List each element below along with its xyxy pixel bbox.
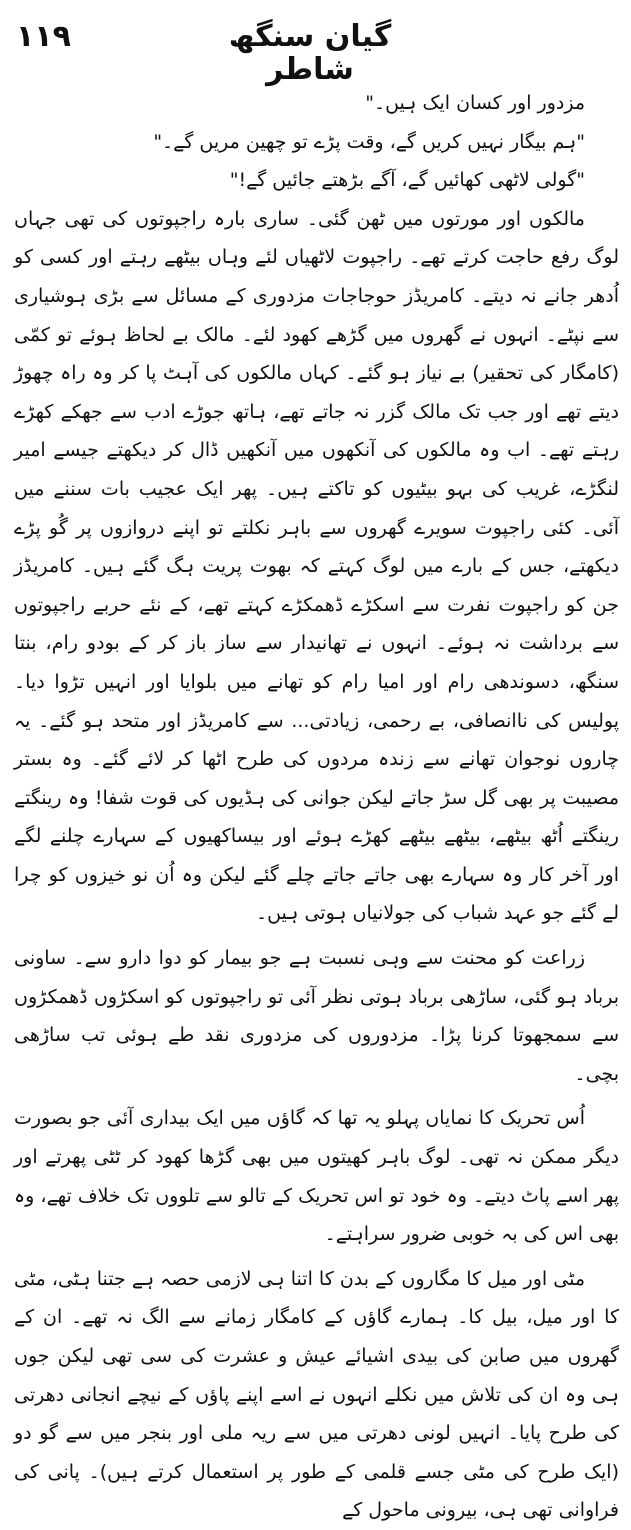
slogan-line: "گولی لاٹھی کھائیں گے، آگے بڑھتے جائیں گے!" <box>229 169 585 192</box>
paragraph: مالکوں اور مورتوں میں ٹھن گئی۔ ساری بارہ راجپوتوں کی تھی جہاں لوگ رفع حاجت کرتے تھے۔ راجپوت لاٹھیاں لئے وہاں بیٹھے رہتے اور کسی کو اُدھر جانے نہ دیتے۔ کامریڈز حوجاجات مزدوری کے مسائل سے بڑی ہوشیاری سے نپٹے۔ انہوں نے گھروں میں گڑھے کھود لئے۔ مالک بے لحاظ ہوئے تو کمّی (کامگار کی تحقیر) بے نیاز ہو گئے۔ کہاں مالکوں کی آہٹ پا کر وہ راہ چھوڑ دیتے تھے اور جب تک مالک گزر نہ جاتے تھے، ہاتھ جوڑے ادب سے جھکے کھڑے رہتے تھے۔ اب وہ مالکوں کی آنکھوں میں آنکھیں ڈال کر دیکھتے جیسے امیر لنگڑے، غریب کی بہو بیٹیوں کو تاکتے ہیں۔ پھر ایک عجیب بات سننے میں آئی۔ کئی راجپوت سویرے گھروں سے باہر نکلتے تو اپنے دروازوں پر گُو پڑے دیکھتے، جس کے بارے میں لوگ کہتے کہ بھوت پریت ہگ گئے ہیں۔ کامریڈز جن کو راجپوت نفرت سے اسکڑے ڈھمکڑے کہتے تھے، کے نئے حربے راجپوتوں سے برداشت نہ ہوئے۔ انہوں نے تھانیدار سے ساز باز کر کے بودو رام، بنتا سنگھ، دسوندھی رام اور امیا رام کو تھانے میں بلوایا اور انہیں تڑوا دیا۔ پولیس کی ناانصافی، بے رحمی، زیادتی... سے کامریڈز اور متحد ہو گئے۔ یہ چاروں نوجوان تھانے سے زندہ مردوں کی طرح اٹھا کر لائے گئے۔ وہ بستر مصیبت پر بھی گل سڑ جاتے لیکن جوانی کی ہڈیوں کی قوت شفا! وہ رینگتے رینگتے اُٹھ بیٹھے، بیٹھے بیٹھے کھڑے ہوئے اور بیساکھیوں کے سہارے چلنے لگے اور آخر کار وہ سہارے بھی جاتے جاتے چلے گئے لیکن وہ اُن نو خیزوں کو چرا لے گئے جو عہد شباب کی جولانیاں ہوتی ہیں۔ <box>14 207 619 925</box>
slogan-line: مزدور اور کسان ایک ہیں۔" <box>365 92 585 114</box>
running-head: گیان سنگھ شاطر <box>228 19 392 87</box>
slogan-line: "ہم بیگار نہیں کریں گے، وقت پڑے تو چھین مریں گے۔" <box>153 130 585 153</box>
paragraph: مٹی اور میل کا مگاروں کے بدن کا اتنا ہی لازمی حصہ ہے جتنا ہٹی، مٹی کا اور میل، بیل کا۔ ہمارے گاؤں کے کامگار زمانے سے الگ نہ تھے۔ ان کے گھروں میں صابن کی بیدی اشیائے عیش و عشرت کی سی تھی لیکن جوں ہی وہ ان کی تلاش میں نکلے انہوں نے اسے اپنے پاؤں کے نیچے انجانی دھرتی کی طرح پایا۔ انہیں لونی دھرتی میں سے ریہ ملی اور بنجر میں سے گو دو (ایک طرح کی مٹی جسے قلمی کے طور پر استعمال کرتے ہیں)۔ پانی کی فراوانی تھی ہی، بیرونی ماحول کے <box>14 1267 619 1522</box>
paragraph: زراعت کو محنت سے وہی نسبت ہے جو بیمار کو دوا دارو سے۔ ساونی برباد ہو گئی، ساڑھی برباد ہوتی نظر آئی تو راجپوتوں کو اسکڑوں ڈھمکڑوں سے سمجھوتا کرنا پڑا۔ مزدوروں کی مزدوری نقد طے ہوئی تب ساڑھی بچی۔ <box>14 947 619 1085</box>
paragraph: اُس تحریک کا نمایاں پہلو یہ تھا کہ گاؤں میں ایک بیداری آئی جو بصورت دیگر ممکن نہ تھی۔ لوگ باہر کھیتوں میں بھی گڑھا کھود کر ٹٹی پھرتے اور پھر اسے پاٹ دیتے۔ وہ خود تو اس تحریک کے تالو سے تلووں تک خلاف تھے، وہ بھی اس کی بہ خوبی ضرور سراہتے۔ <box>14 1107 619 1246</box>
page-number: ١١٩ <box>16 19 71 54</box>
body-text <box>14 84 619 1530</box>
